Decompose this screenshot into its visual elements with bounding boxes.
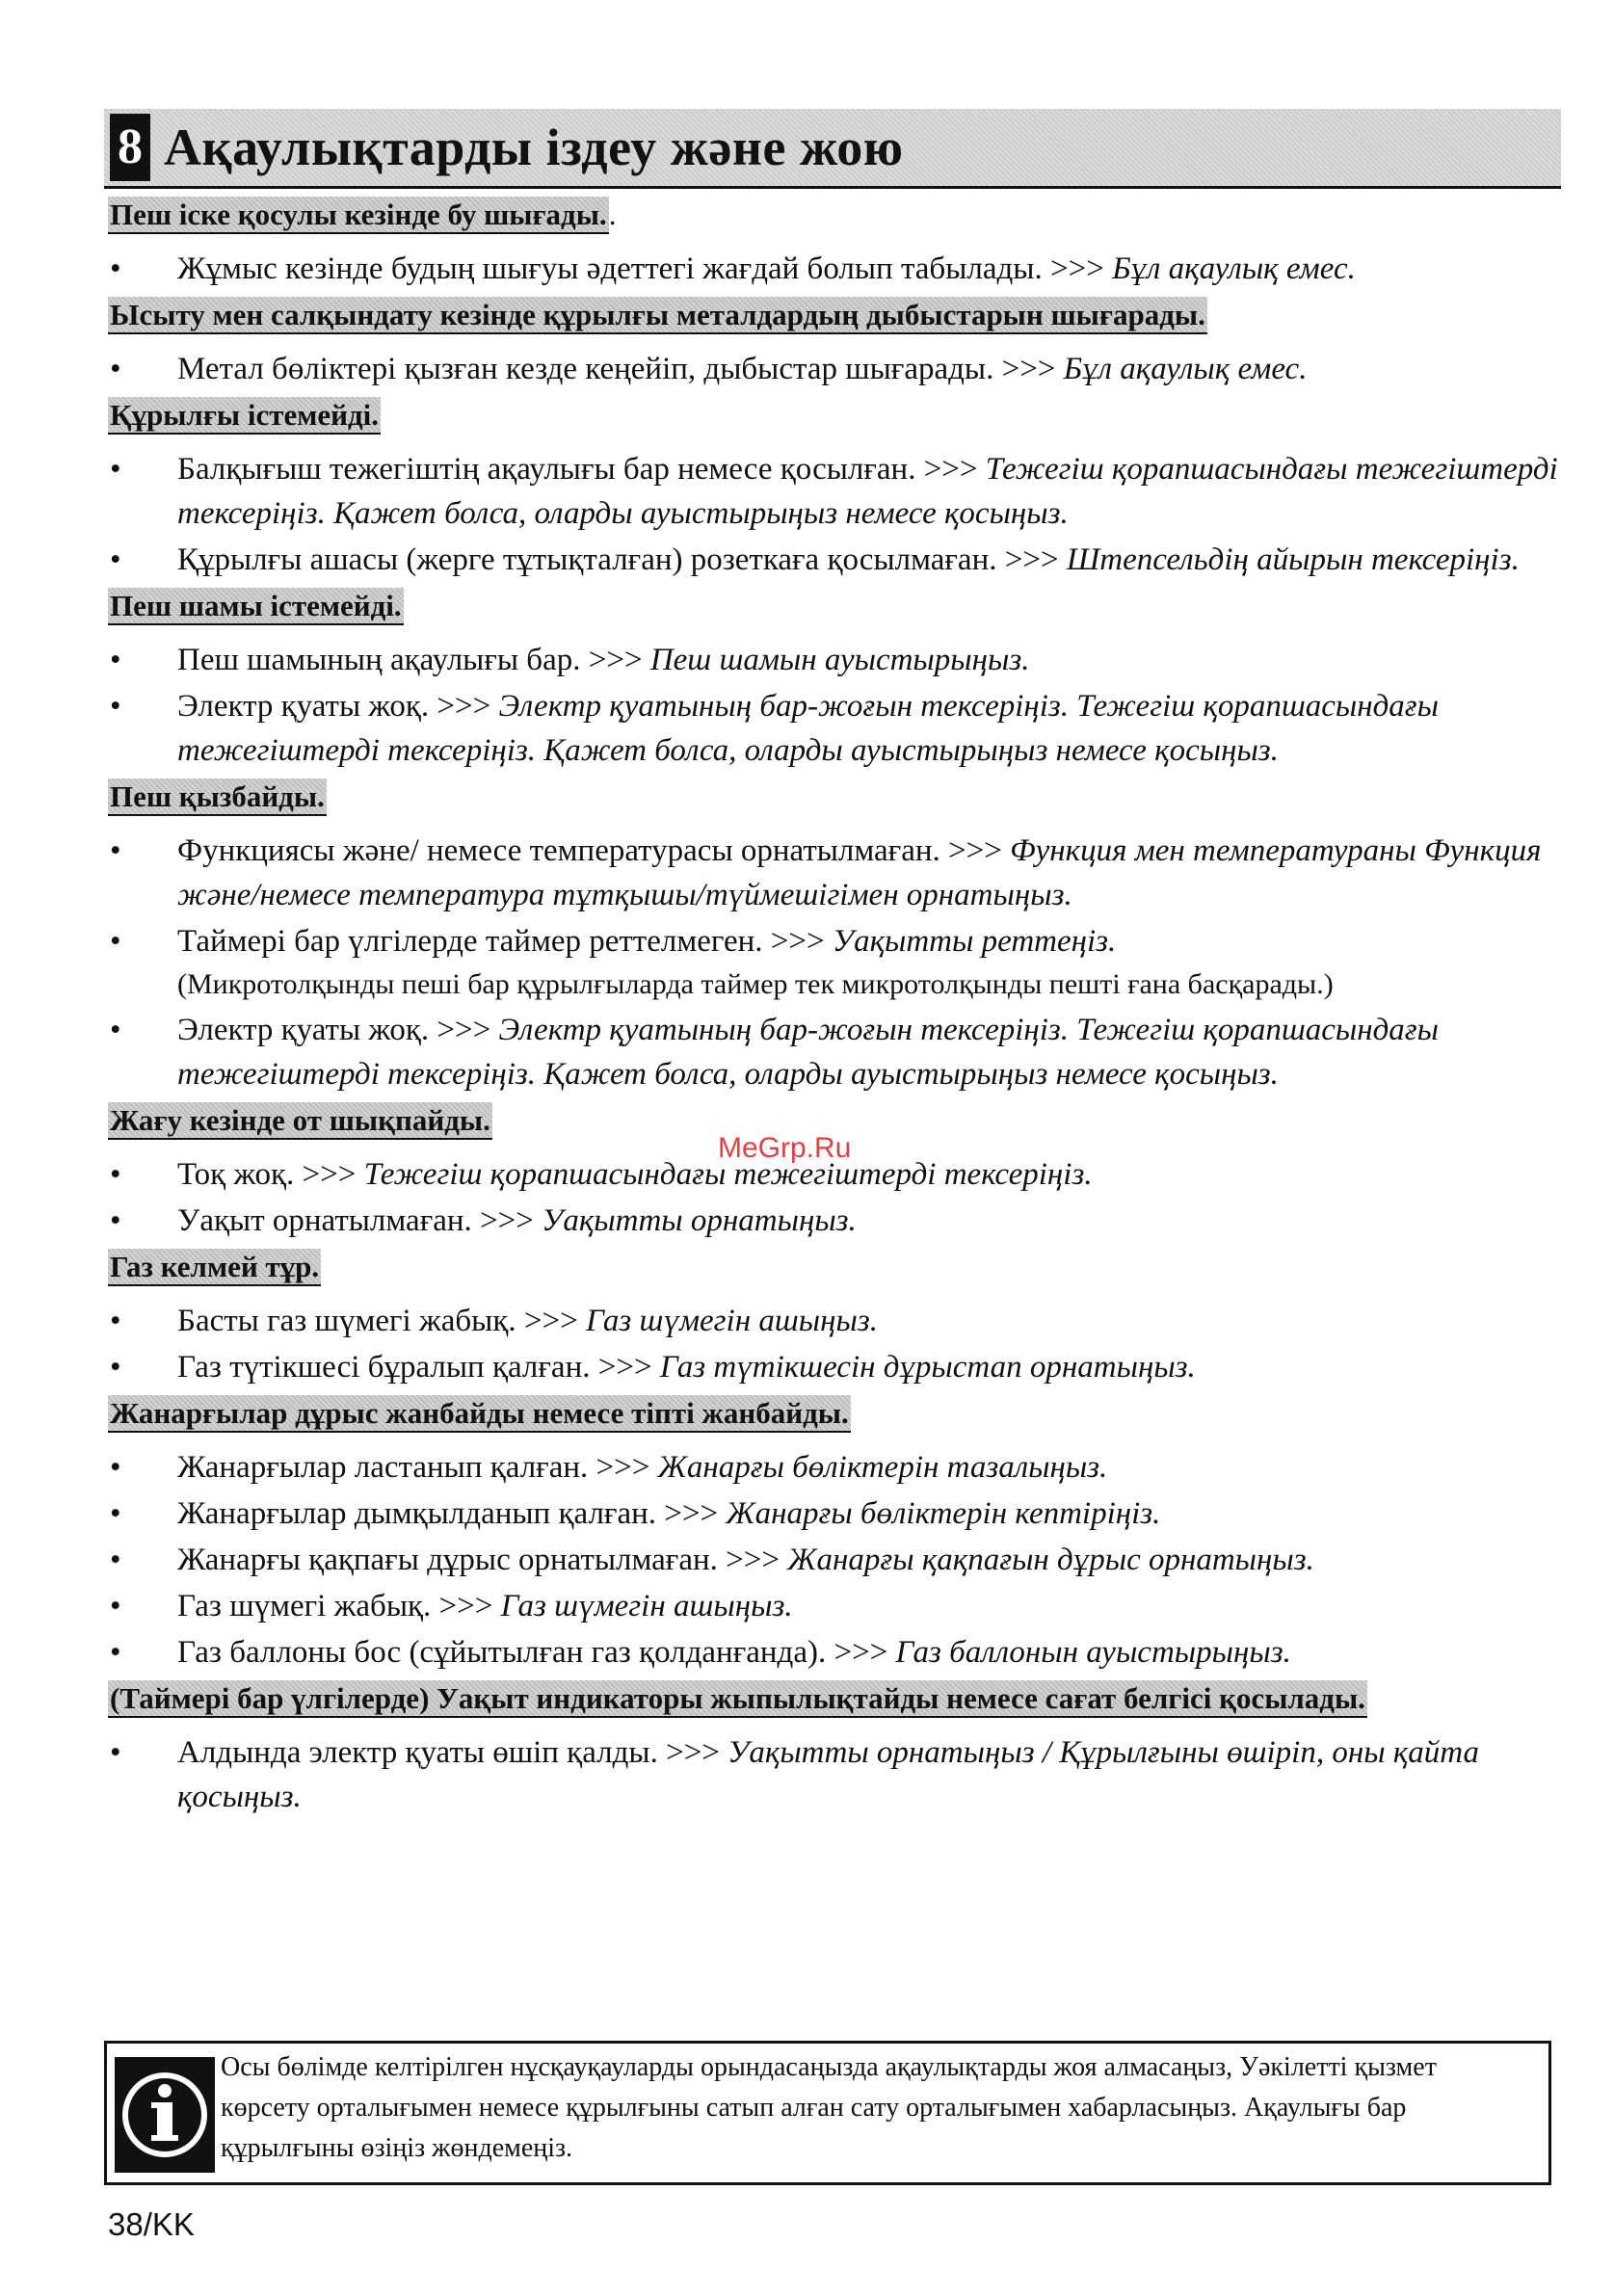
bullet: • <box>110 924 121 959</box>
list-item <box>108 1730 1584 1819</box>
item-cause: Электр қуаты жоқ. >>> <box>177 1013 499 1047</box>
list-item <box>108 247 1584 291</box>
section-heading-row <box>108 193 1553 243</box>
bullet: • <box>110 1157 121 1192</box>
bullet: • <box>110 1543 121 1577</box>
bullet: • <box>110 1635 121 1670</box>
bullet: • <box>110 542 121 577</box>
troubleshooting-section <box>108 775 1553 1096</box>
section-heading: Пеш іске қосулы кезінде бу шығады. <box>108 197 609 234</box>
list-item <box>108 638 1584 682</box>
bullet: • <box>110 1496 121 1531</box>
chapter-title-bar <box>104 109 1561 189</box>
bullet: • <box>110 1304 121 1338</box>
item-list <box>108 1152 1553 1243</box>
item-cause: Метал бөліктері қызған кезде кеңейіп, дыбыстар шығарады. >>> <box>177 352 1064 386</box>
bullet: • <box>110 251 121 286</box>
item-cause: Тоқ жоқ. >>> <box>177 1157 364 1192</box>
bullet: • <box>110 833 121 868</box>
list-item <box>108 447 1584 536</box>
item-cause: Электр қуаты жоқ. >>> <box>177 689 499 724</box>
list-item <box>108 1445 1584 1490</box>
item-cause: Жанарғылар дымқылданып қалған. >>> <box>177 1496 727 1531</box>
item-list <box>108 447 1558 582</box>
item-cause: Жанарғылар ластанып қалған. >>> <box>177 1450 658 1485</box>
bullet: • <box>110 1203 121 1238</box>
item-cause: Таймері бар үлгілерде таймер реттелмеген. >>> <box>177 924 833 959</box>
item-cause: Газ түтікшесі бұралып қалған. >>> <box>177 1350 660 1385</box>
item-action: Газ шүмегін ашыңыз. <box>500 1589 793 1623</box>
list-item <box>108 684 1584 773</box>
bullet: • <box>110 1350 121 1385</box>
item-cause: Жанарғы қақпағы дұрыс орнатылмаған. >>> <box>177 1543 788 1577</box>
item-action: Жанарғы бөліктерін кептіріңіз. <box>726 1496 1161 1531</box>
item-cause: Функциясы және/ немесе температурасы орнатылмаған. >>> <box>177 833 1011 868</box>
bullet: • <box>110 1013 121 1047</box>
chapter-title: Ақаулықтарды іздеу және жою <box>164 119 904 176</box>
item-action: Уақытты орнатыңыз / Құрылғыны өшіріп, оны қайта қосыңыз. <box>177 1735 1479 1814</box>
item-list <box>108 638 1553 773</box>
item-list <box>108 1730 1553 1819</box>
item-action: Электр қуатының бар-жоғын тексеріңіз. Тежегіш қорапшасындағы тежегіштерді тексеріңіз. Қажет болса, оларды ауыстырыңыз немесе қосыңыз. <box>177 689 1440 768</box>
section-heading-row <box>108 393 1553 443</box>
item-action: Бұл ақаулық емес. <box>1063 352 1308 386</box>
item-action: Газ баллонын ауыстырыңыз. <box>895 1635 1291 1670</box>
list-item <box>108 347 1584 391</box>
list-item <box>108 829 1584 917</box>
list-item <box>108 1345 1584 1389</box>
bullet: • <box>110 1589 121 1623</box>
section-heading-row <box>108 1676 1553 1727</box>
list-item <box>108 1584 1584 1628</box>
list-item <box>108 919 1584 1006</box>
bullet: • <box>110 452 121 487</box>
list-item <box>108 1630 1584 1675</box>
troubleshooting-section <box>108 1676 1553 1819</box>
item-list <box>108 1445 1553 1675</box>
troubleshooting-section <box>108 293 1553 391</box>
section-heading: Ысыту мен салқындату кезінде құрылғы металдардың дыбыстарын шығарады. <box>108 297 1207 334</box>
item-action: Уақытты орнатыңыз. <box>542 1203 857 1238</box>
section-heading-row <box>108 1245 1553 1295</box>
item-cause: Құрылғы ашасы (жерге тұтықталған) розеткаға қосылмаған. >>> <box>177 542 1067 577</box>
item-action: Уақытты реттеңіз. <box>832 924 1117 959</box>
item-action: Жанарғы бөліктерін тазалыңыз. <box>657 1450 1108 1485</box>
item-action: Тежегіш қорапшасындағы тежегіштерді тексеріңіз. Қажет болса, оларды ауыстырыңыз немесе қосыңыз. <box>177 452 1558 531</box>
section-heading-row <box>108 775 1553 825</box>
list-item <box>108 538 1584 582</box>
item-cause: Жұмыс кезінде будың шығуы әдеттегі жағдай болып табылады. >>> <box>177 251 1113 286</box>
section-heading-row <box>108 293 1553 343</box>
item-action: Газ түтікшесін дұрыстап орнатыңыз. <box>659 1350 1196 1385</box>
page-number: 38/KK <box>108 2206 195 2242</box>
section-heading: (Таймері бар үлгілерде) Уақыт индикаторы жыпылықтайды немесе сағат белгісі қосылады. <box>108 1680 1367 1718</box>
troubleshooting-section <box>108 193 1553 291</box>
section-heading: Жағу кезінде от шықпайды. <box>108 1102 492 1140</box>
bullet: • <box>110 1450 121 1485</box>
troubleshooting-section <box>108 584 1553 773</box>
item-list <box>108 347 1553 391</box>
bullet: • <box>110 643 121 677</box>
item-list <box>108 1299 1553 1389</box>
item-cause: Алдында электр қуаты өшіп қалды. >>> <box>177 1735 728 1770</box>
item-cause: Газ шүмегі жабық. >>> <box>177 1589 501 1623</box>
item-list <box>108 247 1553 291</box>
troubleshooting-section <box>108 393 1558 582</box>
info-note-text: Осы бөлімде келтірілген нұсқауқауларды орындасаңызда ақаулықтарды жоя алмасаңыз, Уәкілетті қызмет көрсету орталығымен немесе құрылғыны сатып алған сату орталығымен хабарласыңыз. Ақаулығы бар құрылғыны өзіңіз жөндемеңіз. <box>221 2052 1437 2163</box>
troubleshooting-content <box>108 193 1558 1821</box>
item-action: Жанарғы қақпағын дұрыс орнатыңыз. <box>787 1543 1314 1577</box>
item-action: Бұл ақаулық емес. <box>1112 251 1356 286</box>
item-cause: Уақыт орнатылмаған. >>> <box>177 1203 542 1238</box>
item-action: Пеш шамын ауыстырыңыз. <box>649 643 1030 677</box>
item-action: Тежегіш қорапшасындағы тежегіштерді тексеріңіз. <box>363 1157 1093 1192</box>
chapter-number: 8 <box>110 114 150 181</box>
troubleshooting-section <box>108 1245 1553 1389</box>
item-cause: Пеш шамының ақаулығы бар. >>> <box>177 643 650 677</box>
info-note-box <box>104 2041 1551 2185</box>
item-cause: Басты газ шүмегі жабық. >>> <box>177 1304 586 1338</box>
list-item <box>108 1299 1584 1343</box>
bullet: • <box>110 352 121 386</box>
section-heading: Құрылғы істемейді. <box>108 397 381 435</box>
watermark: MeGrp.Ru <box>718 1132 852 1164</box>
section-heading-row <box>108 584 1553 634</box>
section-heading: Пеш шамы істемейді. <box>108 588 404 625</box>
item-list <box>108 829 1553 1096</box>
item-action: Газ шүмегін ашыңыз. <box>585 1304 878 1338</box>
list-item <box>108 1491 1584 1536</box>
troubleshooting-section <box>108 1098 1553 1243</box>
item-action: Штепсельдің айырын тексеріңіз. <box>1066 542 1520 577</box>
info-icon <box>115 2057 215 2173</box>
list-item <box>108 1008 1584 1096</box>
section-heading: Пеш қызбайды. <box>108 779 327 816</box>
troubleshooting-section <box>108 1391 1553 1675</box>
item-note: (Микротолқынды пеші бар құрылғыларда таймер тек микротолқынды пешті ғана басқарады.) <box>177 968 1334 1000</box>
list-item <box>108 1538 1584 1582</box>
bullet: • <box>110 1735 121 1770</box>
list-item <box>108 1199 1584 1243</box>
heading-suffix: . <box>608 198 617 231</box>
item-action: Электр қуатының бар-жоғын тексеріңіз. Тежегіш қорапшасындағы тежегіштерді тексеріңіз. Қажет болса, оларды ауыстырыңыз немесе қосыңыз. <box>177 1013 1440 1092</box>
item-action: Функция мен температураны Функция және/немесе температура тұтқышы/түймешігімен орнатыңыз. <box>177 833 1542 912</box>
section-heading: Газ келмей тұр. <box>108 1249 321 1286</box>
section-heading: Жанарғылар дұрыс жанбайды немесе тіпті жанбайды. <box>108 1395 851 1433</box>
item-cause: Газ баллоны бос (сұйытылған газ қолданғанда). >>> <box>177 1635 896 1670</box>
section-heading-row <box>108 1391 1553 1441</box>
item-cause: Балқығыш тежегіштің ақаулығы бар немесе қосылған. >>> <box>177 452 986 487</box>
bullet: • <box>110 689 121 724</box>
